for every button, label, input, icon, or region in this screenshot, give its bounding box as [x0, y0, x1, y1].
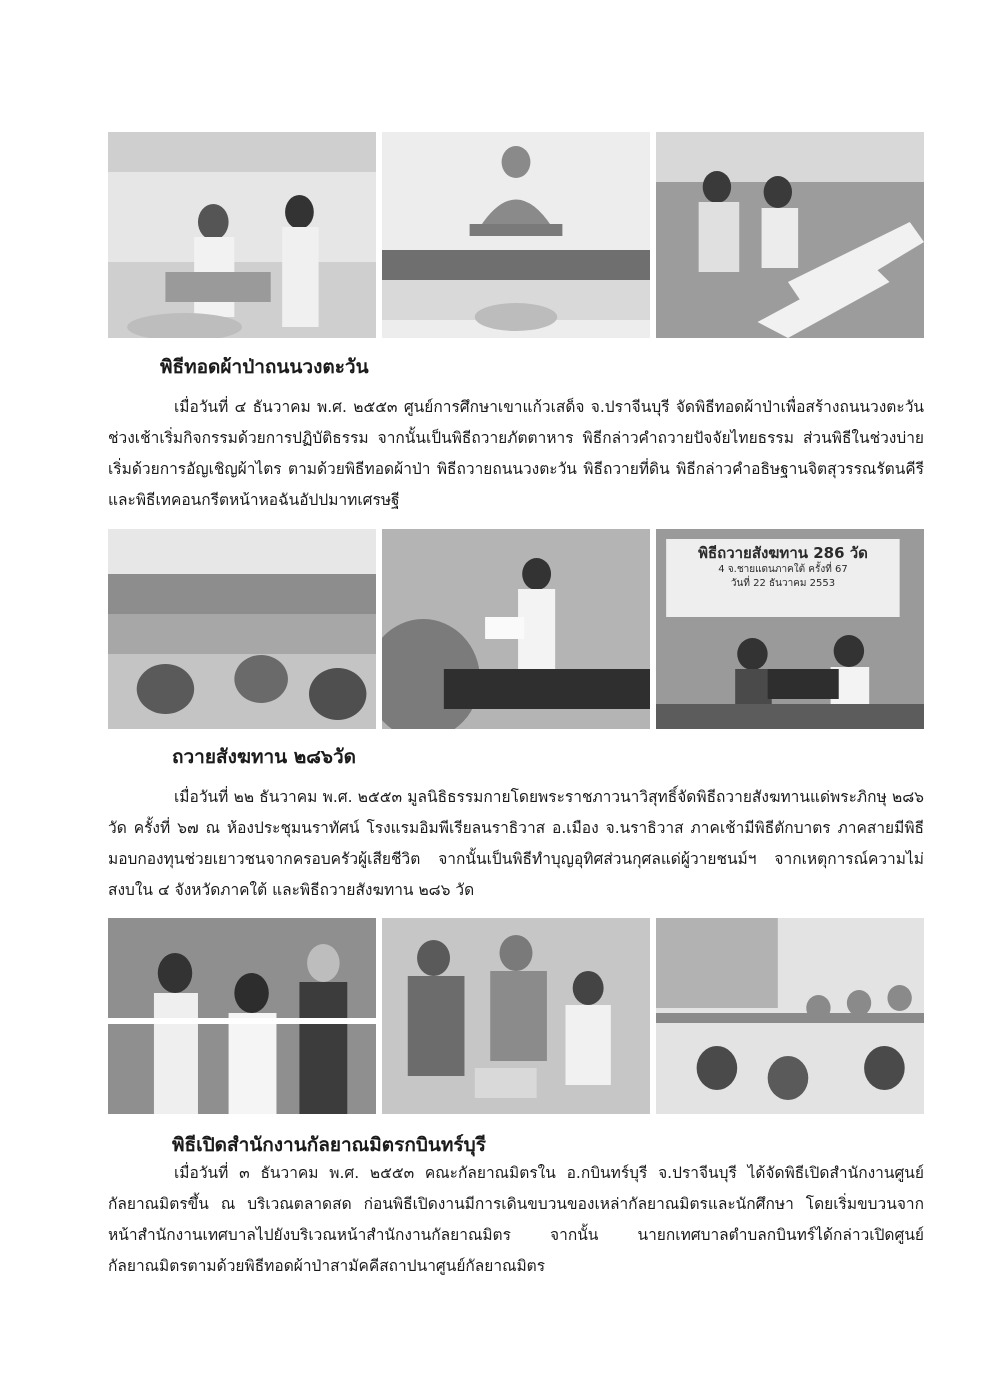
section-2-body [108, 782, 924, 906]
section-1-body [108, 392, 924, 516]
photo-road-ceremony [656, 132, 924, 338]
banner-line-3: วันที่ 22 ธันวาคม 2553 [730, 578, 836, 589]
photo-row-1 [108, 132, 924, 338]
section-3-body [108, 1158, 924, 1282]
section-3-title: พิธีเปิดสำนักงานกัลยาณมิตรกบินทร์บุรี [172, 1134, 486, 1156]
section-1-body-text: เมื่อวันที่ ๔ ธันวาคม พ.ศ. ๒๕๕๓ ศูนย์การศึกษาเขาแก้วเสด็จ จ.ปราจีนบุรี จัดพิธีทอดผ้าป่าเพื่อสร้างถนนวงตะวัน ช่วงเช้าเริ่มกิจกรรมด้วยการปฏิบัติธรรม จากนั้นเป็นพิธีถวายภัตตาหาร พิธีกล่าวคำถวายปัจจัยไทยธรรม ส่วนพิธีในช่วงบ่ายเริ่มด้วยการอัญเชิญผ้าไตร ตามด้วยพิธีทอดผ้าป่า พิธีถวายถนนวงตะวัน พิธีถวายที่ดิน พิธีกล่าวคำอธิษฐานจิตสุวรรณรัตนคีรี และพิธีเทคอนกรีตหน้าหอฉันอัปปมาทเศรษฐี [108, 398, 924, 509]
banner-text-block [670, 543, 896, 591]
section-1-title: พิธีทอดผ้าป่าถนนวงตะวัน [160, 356, 369, 378]
photo-ribbon-cutting [108, 918, 376, 1114]
photo-row-3 [108, 918, 924, 1114]
banner-line-2: 4 จ.ชายแดนภาคใต้ ครั้งที่ 67 [718, 564, 848, 575]
photo-monks-seated [382, 918, 650, 1114]
photo-buddha-statue [382, 132, 650, 338]
photo-banner-stage [656, 529, 924, 729]
photo-assembly-hall [108, 529, 376, 729]
photo-ceremony-offering [108, 132, 376, 338]
photo-monks-row [656, 918, 924, 1114]
section-3-body-text: เมื่อวันที่ ๓ ธันวาคม พ.ศ. ๒๕๕๓ คณะกัลยาณมิตรใน อ.กบินทร์บุรี จ.ปราจีนบุรี ได้จัดพิธีเปิดสำนักงานศูนย์กัลยาณมิตรขึ้น ณ บริเวณตลาดสด ก่อนพิธีเปิดงานมีการเดินขบวนของเหล่ากัลยาณมิตรและนักศึกษา โดยเริ่มขบวนจากหน้าสำนักงานเทศบาลไปยังบริเวณหน้าสำนักงานกัลยาณมิตร จากนั้น นายกเทศบาลตำบลกบินทร์ได้กล่าวเปิดศูนย์กัลยาณมิตรตามด้วยพิธีทอดผ้าป่าสามัคคีสถาปนาศูนย์กัลยาณมิตร [108, 1164, 924, 1275]
photo-fund-handover [382, 529, 650, 729]
section-2-body-text: เมื่อวันที่ ๒๒ ธันวาคม พ.ศ. ๒๕๕๓ มูลนิธิธรรมกายโดยพระราชภาวนาวิสุทธิ์จัดพิธีถวายสังฆทานแด่พระภิกษุ ๒๘๖ วัด ครั้งที่ ๖๗ ณ ห้องประชุมนราทัศน์ โรงแรมอิมพีเรียลนราธิวาส อ.เมือง จ.นราธิวาส ภาคเช้ามีพิธีตักบาตร ภาคสายมีพิธีมอบกองทุนช่วยเยาวชนจากครอบครัวผู้เสียชีวิต จากนั้นเป็นพิธีทำบุญอุทิศส่วนกุศลแด่ผู้วายชนม์ฯ จากเหตุการณ์ความไม่สงบใน ๔ จังหวัดภาคใต้ และพิธีถวายสังฆทาน ๒๘๖ วัด [108, 788, 924, 899]
section-2-title: ถวายสังฆทาน ๒๘๖วัด [172, 746, 356, 768]
photo-row-2 [108, 529, 924, 729]
banner-line-1: พิธีถวายสังฆทาน 286 วัด [698, 544, 868, 562]
